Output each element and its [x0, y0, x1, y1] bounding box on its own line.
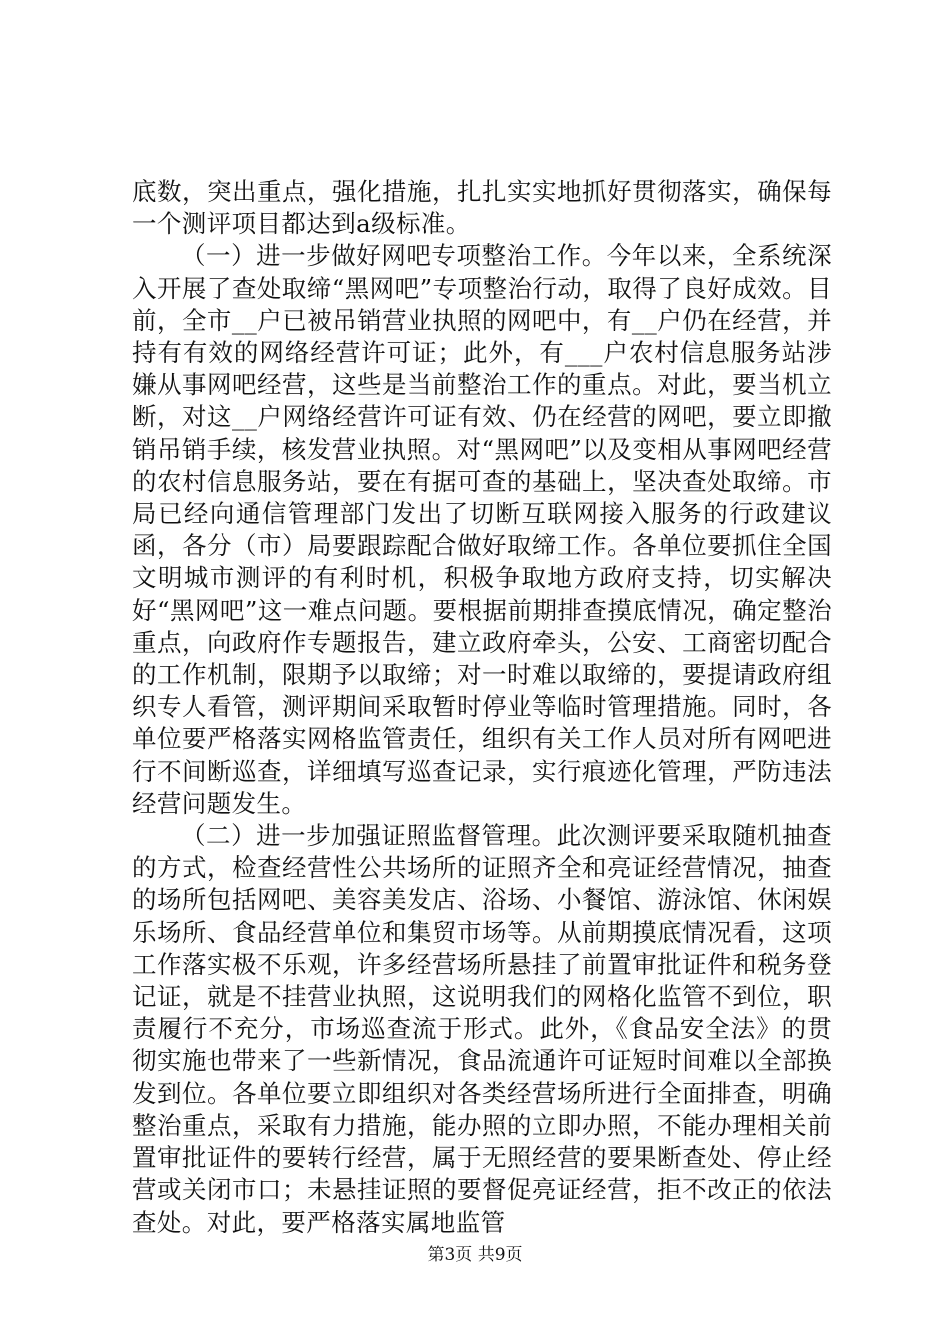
document-body [132, 176, 832, 1239]
paragraph-license-supervision: （二）进一步加强证照监督管理。此次测评要采取随机抽查的方式，检查经营性公共场所的证照齐全和亮证经营情况，抽查的场所包括网吧、美容美发店、浴场、小餐馆、游泳馆、休闲娱乐场所、食品经营单位和集贸市场等。从前期摸底情况看，这项工作落实极不乐观，许多经营场所悬挂了前置审批证件和税务登记证，就是不挂营业执照，这说明我们的网格化监管不到位，职责履行不充分，市场巡查流于形式。此外，《食品安全法》的贯彻实施也带来了一些新情况，食品流通许可证短时间难以全部换发到位。各单位要立即组织对各类经营场所进行全面排查，明确整治重点，采取有力措施，能办照的立即办照，不能办理相关前置审批证件的要转行经营，属于无照经营的要果断查处、停止经营或关闭市口；未悬挂证照的要督促亮证经营，拒不改正的依法查处。对此，要严格落实属地监管 [132, 821, 832, 1237]
paragraph-internet-cafe-rectification: （一）进一步做好网吧专项整治工作。今年以来，全系统深入开展了查处取缔“黑网吧”专项整治行动，取得了良好成效。目前，全市__户已被吊销营业执照的网吧中，有__户仍在经营，并持有有效的网络经营许可证；此外，有___户农村信息服务站涉嫌从事网吧经营，这些是当前整治工作的重点。对此，要当机立断，对这__户网络经营许可证有效、仍在经营的网吧，要立即撤销吊销手续，核发营业执照。对“黑网吧”以及变相从事网吧经营的农村信息服务站，要在有据可查的基础上，坚决查处取缔。市局已经向通信管理部门发出了切断互联网接入服务的行政建议函，各分（市）局要跟踪配合做好取缔工作。各单位要抓住全国文明城市测评的有利时机，积极争取地方政府支持，切实解决好“黑网吧”这一难点问题。要根据前期排查摸底情况，确定整治重点，向政府作专题报告，建立政府牵头，公安、工商密切配合的工作机制，限期予以取缔；对一时难以取缔的，要提请政府组织专人看管，测评期间采取暂时停业等临时管理措施。同时，各单位要严格落实网格监管责任，组织有关工作人员对所有网吧进行不间断巡查，详细填写巡查记录，实行痕迹化管理，严防违法经营问题发生。 [132, 241, 832, 818]
page-footer: 第3页 共9页 [427, 1245, 523, 1265]
paragraph-intro: 底数，突出重点，强化措施，扎扎实实地抓好贯彻落实，确保每一个测评项目都达到a级标准。 [132, 177, 832, 239]
